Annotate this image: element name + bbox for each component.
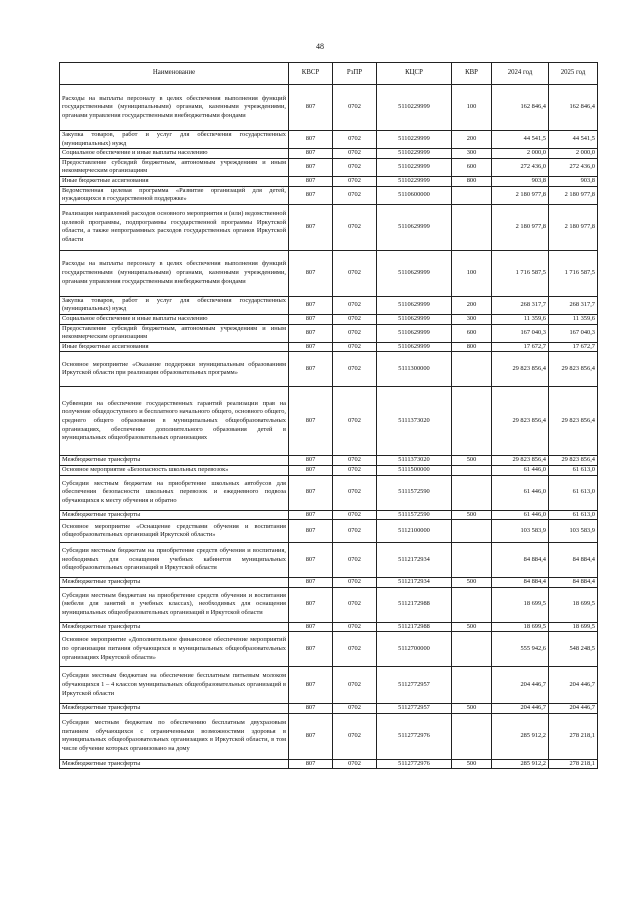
- cell-rzpr: 0702: [333, 342, 377, 352]
- cell-2025: 11 359,6: [549, 314, 598, 324]
- cell-kvr: 200: [452, 131, 492, 149]
- cell-kcsr: 5110629999: [377, 296, 452, 314]
- cell-name: Субсидии местным бюджетам на приобретение средств обучения и воспитания (мебели для занятий в учебных классах), необходимых для оснащения муниципальных общеобразовательных организаций в Иркутской области: [60, 587, 289, 622]
- cell-kcsr: 5112772957: [377, 704, 452, 714]
- table-row: [60, 204, 598, 250]
- table-row: [60, 250, 598, 296]
- cell-2025: 18 699,5: [549, 587, 598, 622]
- cell-kvsr: 807: [289, 250, 333, 296]
- cell-rzpr: 0702: [333, 667, 377, 704]
- cell-name: Межбюджетные трансферты: [60, 704, 289, 714]
- cell-kvsr: 807: [289, 176, 333, 186]
- cell-kvsr: 807: [289, 149, 333, 159]
- cell-kvr: 500: [452, 704, 492, 714]
- cell-rzpr: 0702: [333, 704, 377, 714]
- cell-rzpr: 0702: [333, 587, 377, 622]
- cell-2024: 555 942,6: [492, 632, 549, 667]
- cell-kcsr: 5112772976: [377, 759, 452, 769]
- cell-kvsr: 807: [289, 520, 333, 543]
- cell-2024: 1 716 587,5: [492, 250, 549, 296]
- table-row: [60, 622, 598, 632]
- cell-rzpr: 0702: [333, 578, 377, 588]
- cell-kvsr: 807: [289, 387, 333, 456]
- table-row: [60, 149, 598, 159]
- cell-kvr: [452, 713, 492, 759]
- cell-2024: 61 446,0: [492, 475, 549, 510]
- cell-kvsr: 807: [289, 342, 333, 352]
- cell-kcsr: 5110629999: [377, 250, 452, 296]
- cell-name: Межбюджетные трансферты: [60, 759, 289, 769]
- cell-rzpr: 0702: [333, 158, 377, 176]
- cell-2025: 18 699,5: [549, 622, 598, 632]
- header-2025: 2025 год: [549, 63, 598, 85]
- cell-name: Субсидии местным бюджетам на обеспечение бесплатным питьевым молоком обучающихся 1 – 4 классов муниципальных общеобразовательных организаций в Иркутской области: [60, 667, 289, 704]
- cell-kvr: [452, 475, 492, 510]
- cell-2024: 285 912,2: [492, 713, 549, 759]
- cell-kvr: [452, 352, 492, 387]
- cell-rzpr: 0702: [333, 314, 377, 324]
- table-row: [60, 587, 598, 622]
- table-row: [60, 510, 598, 520]
- cell-kvr: 100: [452, 85, 492, 131]
- cell-name: Социальное обеспечение и иные выплаты населению: [60, 149, 289, 159]
- cell-name: Межбюджетные трансферты: [60, 578, 289, 588]
- cell-kvr: 500: [452, 456, 492, 466]
- cell-2025: 2 180 977,8: [549, 186, 598, 204]
- budget-table: [59, 62, 598, 769]
- cell-name: Реализация направлений расходов основного мероприятия и (или) ведомственной целевой программы, подпрограммы государственной программы Иркутской области, а также непрограммных расходов государственных органов Иркутской области: [60, 204, 289, 250]
- cell-name: Межбюджетные трансферты: [60, 622, 289, 632]
- cell-name: Расходы на выплаты персоналу в целях обеспечения выполнения функций государственными (муниципальными) органами, казенными учреждениями, органами управления государственными внебюджетными фондами: [60, 85, 289, 131]
- table-row: [60, 704, 598, 714]
- cell-rzpr: 0702: [333, 176, 377, 186]
- cell-2024: 29 823 856,4: [492, 387, 549, 456]
- cell-rzpr: 0702: [333, 204, 377, 250]
- header-kvr: КВР: [452, 63, 492, 85]
- cell-2024: 285 912,2: [492, 759, 549, 769]
- cell-2024: 167 040,3: [492, 324, 549, 342]
- cell-rzpr: 0702: [333, 324, 377, 342]
- cell-2025: 2 000,0: [549, 149, 598, 159]
- cell-2025: 1 716 587,5: [549, 250, 598, 296]
- table-row: [60, 543, 598, 578]
- cell-kcsr: 5110229999: [377, 131, 452, 149]
- cell-kvr: 800: [452, 342, 492, 352]
- cell-kvsr: 807: [289, 85, 333, 131]
- header-rzpr: РзПР: [333, 63, 377, 85]
- cell-rzpr: 0702: [333, 622, 377, 632]
- cell-rzpr: 0702: [333, 510, 377, 520]
- cell-rzpr: 0702: [333, 387, 377, 456]
- table-row: [60, 520, 598, 543]
- cell-kcsr: 5111373020: [377, 456, 452, 466]
- cell-kcsr: 5112772957: [377, 667, 452, 704]
- table-row: [60, 131, 598, 149]
- page-number: 48: [316, 42, 324, 51]
- cell-2024: 29 823 856,4: [492, 456, 549, 466]
- table-row: [60, 667, 598, 704]
- cell-name: Субсидии местным бюджетам на приобретение школьных автобусов для обеспечения безопасности школьных перевозок и ежедневного подвоза обучающихся к месту обучения и обратно: [60, 475, 289, 510]
- cell-kcsr: 5112172934: [377, 543, 452, 578]
- cell-kvr: [452, 465, 492, 475]
- cell-name: Социальное обеспечение и иные выплаты населению: [60, 314, 289, 324]
- cell-kcsr: 5110229999: [377, 158, 452, 176]
- cell-kcsr: 5110229999: [377, 85, 452, 131]
- cell-name: Межбюджетные трансферты: [60, 456, 289, 466]
- table-row: [60, 186, 598, 204]
- cell-rzpr: 0702: [333, 296, 377, 314]
- cell-2025: 204 446,7: [549, 667, 598, 704]
- cell-kvr: [452, 667, 492, 704]
- cell-kvsr: 807: [289, 622, 333, 632]
- cell-name: Закупка товаров, работ и услуг для обеспечения государственных (муниципальных) нужд: [60, 296, 289, 314]
- cell-2024: 11 359,6: [492, 314, 549, 324]
- cell-kcsr: 5111373020: [377, 387, 452, 456]
- cell-rzpr: 0702: [333, 85, 377, 131]
- cell-kvsr: 807: [289, 324, 333, 342]
- cell-rzpr: 0702: [333, 149, 377, 159]
- cell-name: Ведомственная целевая программа «Развитие организаций для детей, нуждающихся в государственной поддержке»: [60, 186, 289, 204]
- cell-kcsr: 5111572590: [377, 475, 452, 510]
- cell-rzpr: 0702: [333, 456, 377, 466]
- cell-kcsr: 5112172934: [377, 578, 452, 588]
- cell-rzpr: 0702: [333, 759, 377, 769]
- table-row: [60, 632, 598, 667]
- cell-kvr: 200: [452, 296, 492, 314]
- cell-2025: 162 846,4: [549, 85, 598, 131]
- cell-kvsr: 807: [289, 510, 333, 520]
- cell-2025: 61 613,0: [549, 475, 598, 510]
- table-row: [60, 324, 598, 342]
- cell-kvr: 300: [452, 149, 492, 159]
- table-row: [60, 456, 598, 466]
- cell-2024: 204 446,7: [492, 667, 549, 704]
- cell-2024: 268 317,7: [492, 296, 549, 314]
- header-kvsr: КВСР: [289, 63, 333, 85]
- cell-name: Основное мероприятие «Оснащение средствами обучения и воспитания общеобразовательных организаций Иркутской области»: [60, 520, 289, 543]
- cell-kvr: 100: [452, 250, 492, 296]
- cell-kvr: 500: [452, 759, 492, 769]
- cell-kcsr: 5111300000: [377, 352, 452, 387]
- cell-2025: 2 180 977,8: [549, 204, 598, 250]
- cell-rzpr: 0702: [333, 186, 377, 204]
- cell-kvr: [452, 204, 492, 250]
- cell-kvsr: 807: [289, 578, 333, 588]
- cell-kvr: 500: [452, 622, 492, 632]
- cell-2025: 103 583,9: [549, 520, 598, 543]
- table-row: [60, 342, 598, 352]
- cell-name: Иные бюджетные ассигнования: [60, 342, 289, 352]
- cell-rzpr: 0702: [333, 250, 377, 296]
- table-row: [60, 387, 598, 456]
- cell-kvr: [452, 632, 492, 667]
- cell-name: Межбюджетные трансферты: [60, 510, 289, 520]
- cell-2024: 903,8: [492, 176, 549, 186]
- cell-kvsr: 807: [289, 296, 333, 314]
- cell-2024: 84 884,4: [492, 578, 549, 588]
- cell-2025: 272 436,0: [549, 158, 598, 176]
- cell-kvsr: 807: [289, 759, 333, 769]
- cell-kcsr: 5111500000: [377, 465, 452, 475]
- cell-kcsr: 5112172988: [377, 622, 452, 632]
- table-row: [60, 158, 598, 176]
- cell-kvr: [452, 543, 492, 578]
- cell-kvr: 300: [452, 314, 492, 324]
- cell-name: Закупка товаров, работ и услуг для обеспечения государственных (муниципальных) нужд: [60, 131, 289, 149]
- cell-2024: 84 884,4: [492, 543, 549, 578]
- cell-2024: 18 699,5: [492, 587, 549, 622]
- cell-2024: 17 672,7: [492, 342, 549, 352]
- cell-kcsr: 5111572590: [377, 510, 452, 520]
- cell-2025: 84 884,4: [549, 578, 598, 588]
- cell-kcsr: 5110629999: [377, 314, 452, 324]
- cell-2025: 29 823 856,4: [549, 352, 598, 387]
- cell-2024: 2 180 977,8: [492, 186, 549, 204]
- cell-2025: 17 672,7: [549, 342, 598, 352]
- cell-kcsr: 5110629999: [377, 342, 452, 352]
- cell-2025: 61 613,0: [549, 465, 598, 475]
- cell-2025: 204 446,7: [549, 704, 598, 714]
- cell-2024: 204 446,7: [492, 704, 549, 714]
- cell-kvr: 800: [452, 176, 492, 186]
- cell-rzpr: 0702: [333, 543, 377, 578]
- cell-kvr: [452, 387, 492, 456]
- cell-name: Субсидии местным бюджетам на приобретение средств обучения и воспитания, необходимых для оснащения учебных кабинетов муниципальных общеобразовательных организаций в Иркутской области: [60, 543, 289, 578]
- cell-kvsr: 807: [289, 667, 333, 704]
- cell-rzpr: 0702: [333, 131, 377, 149]
- table-row: [60, 85, 598, 131]
- cell-2025: 903,8: [549, 176, 598, 186]
- cell-rzpr: 0702: [333, 520, 377, 543]
- table-row: [60, 475, 598, 510]
- table-row: [60, 296, 598, 314]
- table-row: [60, 176, 598, 186]
- cell-kvsr: 807: [289, 704, 333, 714]
- cell-kvr: 500: [452, 578, 492, 588]
- cell-rzpr: 0702: [333, 632, 377, 667]
- cell-2024: 162 846,4: [492, 85, 549, 131]
- cell-kvr: 600: [452, 158, 492, 176]
- table-row: [60, 352, 598, 387]
- cell-kvsr: 807: [289, 204, 333, 250]
- cell-name: Предоставление субсидий бюджетным, автономным учреждениям и иным некоммерческим организациям: [60, 158, 289, 176]
- table-row: [60, 465, 598, 475]
- cell-kvr: [452, 587, 492, 622]
- cell-2025: 44 541,5: [549, 131, 598, 149]
- cell-kcsr: 5110229999: [377, 176, 452, 186]
- cell-2024: 61 446,0: [492, 510, 549, 520]
- cell-rzpr: 0702: [333, 465, 377, 475]
- cell-kvsr: 807: [289, 465, 333, 475]
- cell-kcsr: 5112172988: [377, 587, 452, 622]
- header-2024: 2024 год: [492, 63, 549, 85]
- cell-name: Иные бюджетные ассигнования: [60, 176, 289, 186]
- table-row: [60, 759, 598, 769]
- cell-kvr: 600: [452, 324, 492, 342]
- cell-kcsr: 5110629999: [377, 204, 452, 250]
- cell-kvsr: 807: [289, 543, 333, 578]
- cell-2024: 103 583,9: [492, 520, 549, 543]
- cell-name: Субсидии местным бюджетам по обеспечению бесплатным двухразовым питанием обучающихся с ограниченными возможностями здоровья в муниципальных общеобразовательных организациях в Иркутской области, в том числе обучение которых организовано на дому: [60, 713, 289, 759]
- table-row: [60, 713, 598, 759]
- cell-rzpr: 0702: [333, 352, 377, 387]
- cell-2025: 548 248,5: [549, 632, 598, 667]
- cell-kvsr: 807: [289, 131, 333, 149]
- cell-kcsr: 5112772976: [377, 713, 452, 759]
- table-row: [60, 578, 598, 588]
- table-body: [60, 85, 598, 769]
- cell-2024: 61 446,0: [492, 465, 549, 475]
- cell-name: Субвенции на обеспечение государственных гарантий реализации прав на получение общедоступного и бесплатного начального общего, основного общего, среднего общего образования в муниципальных общеобразовательных организациях, обеспечение дополнительного образования детей в муниципальных общеобразовательных организациях: [60, 387, 289, 456]
- cell-2024: 272 436,0: [492, 158, 549, 176]
- cell-2024: 18 699,5: [492, 622, 549, 632]
- cell-kvsr: 807: [289, 158, 333, 176]
- cell-2024: 29 823 856,4: [492, 352, 549, 387]
- cell-2024: 2 000,0: [492, 149, 549, 159]
- cell-2024: 44 541,5: [492, 131, 549, 149]
- cell-kvsr: 807: [289, 475, 333, 510]
- cell-kvsr: 807: [289, 186, 333, 204]
- cell-kcsr: 5110629999: [377, 324, 452, 342]
- cell-rzpr: 0702: [333, 475, 377, 510]
- cell-2025: 84 884,4: [549, 543, 598, 578]
- cell-kcsr: 5112100000: [377, 520, 452, 543]
- cell-2025: 29 823 856,4: [549, 387, 598, 456]
- cell-kvr: [452, 186, 492, 204]
- cell-name: Предоставление субсидий бюджетным, автономным учреждениям и иным некоммерческим организациям: [60, 324, 289, 342]
- cell-kvsr: 807: [289, 713, 333, 759]
- header-name: Наименование: [60, 63, 289, 85]
- cell-kvsr: 807: [289, 314, 333, 324]
- cell-kcsr: 5110229999: [377, 149, 452, 159]
- table-row: [60, 314, 598, 324]
- cell-kvsr: 807: [289, 456, 333, 466]
- cell-name: Основное мероприятие «Дополнительное финансовое обеспечение мероприятий по организации питания обучающихся в муниципальных общеобразовательных организациях Иркутской области»: [60, 632, 289, 667]
- cell-kcsr: 5110600000: [377, 186, 452, 204]
- cell-name: Основное мероприятие «Безопасность школьных перевозок»: [60, 465, 289, 475]
- cell-2025: 268 317,7: [549, 296, 598, 314]
- cell-kvsr: 807: [289, 352, 333, 387]
- cell-2025: 29 823 856,4: [549, 456, 598, 466]
- cell-kvsr: 807: [289, 632, 333, 667]
- cell-2025: 278 218,1: [549, 759, 598, 769]
- cell-2025: 278 218,1: [549, 713, 598, 759]
- table-header-row: [60, 63, 598, 85]
- cell-kvr: 500: [452, 510, 492, 520]
- header-kcsr: КЦСР: [377, 63, 452, 85]
- cell-kvsr: 807: [289, 587, 333, 622]
- cell-kcsr: 5112700000: [377, 632, 452, 667]
- cell-kvr: [452, 520, 492, 543]
- cell-2025: 167 040,3: [549, 324, 598, 342]
- cell-2024: 2 180 977,8: [492, 204, 549, 250]
- cell-name: Расходы на выплаты персоналу в целях обеспечения выполнения функций государственными (муниципальными) органами, казенными учреждениями, органами управления государственными внебюджетными фондами: [60, 250, 289, 296]
- cell-2025: 61 613,0: [549, 510, 598, 520]
- cell-name: Основное мероприятие «Оказание поддержки муниципальным образованиям Иркутской области при реализации образовательных программ»: [60, 352, 289, 387]
- cell-rzpr: 0702: [333, 713, 377, 759]
